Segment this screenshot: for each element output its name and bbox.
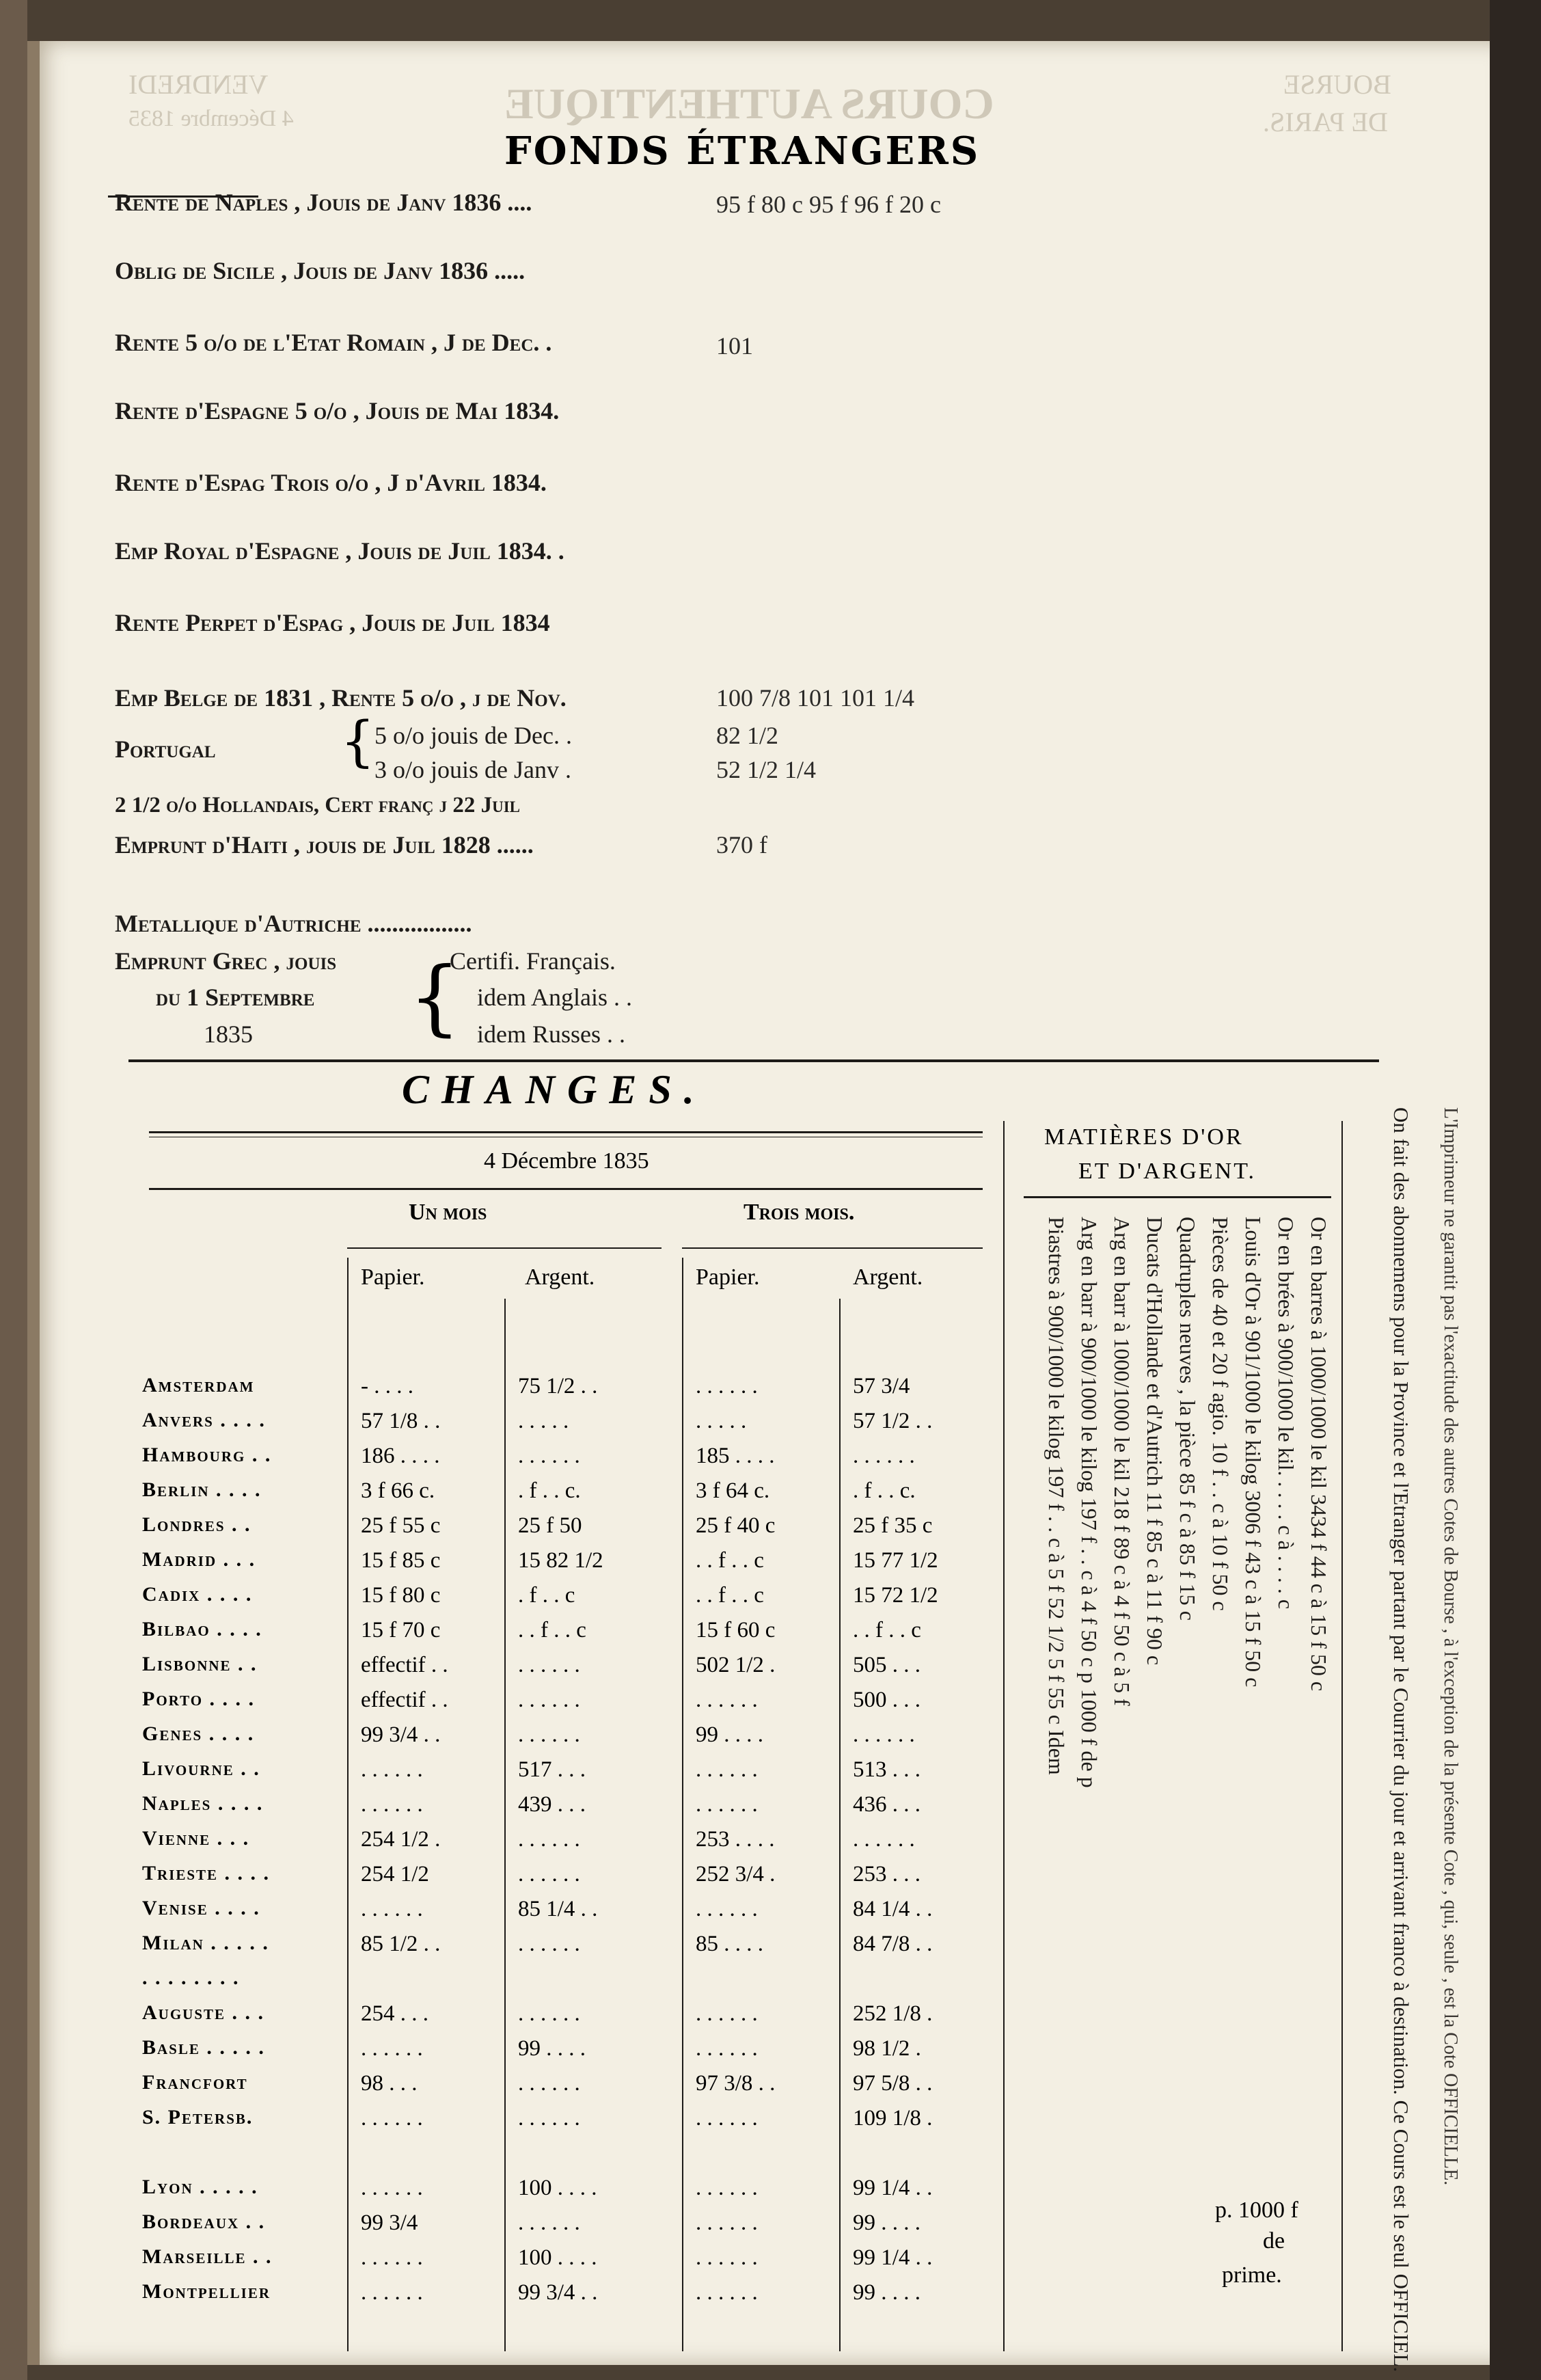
papier-un-mois: 25 f 55 c [361,1513,441,1538]
papier-trois-mois: 99 . . . . [696,1722,763,1747]
fund-value: 101 [716,332,753,360]
matieres-line: Arg en barr à 1000/1000 le kil 218 f 89 c à 4 f 50 c à 5 f [1110,1217,1134,1706]
argent-trois-mois: 253 . . . [853,1862,920,1887]
argent-trois-mois: 109 1/8 . [853,2106,933,2131]
papier-un-mois: . . . . . . [361,2245,423,2270]
argent-un-mois: 25 f 50 [518,1513,582,1538]
book-spine [0,0,27,2380]
papier-un-mois: - . . . . [361,1374,413,1398]
changes-rule-date [149,1188,983,1190]
matieres-line: Arg en barr à 900/1000 le kilog 197 f . . c à 4 f 50 c p 1000 f de p [1077,1217,1102,1788]
argent-un-mois: 75 1/2 . . [518,1374,598,1398]
argent-trois-mois: 505 . . . [853,1653,920,1677]
argent-trois-mois: 15 77 1/2 [853,1548,938,1573]
fund-row: Rente d'Espag Trois o/o , J d'Avril 1834. [115,469,547,496]
city-label: Montpellier [142,2280,271,2303]
papier-un-mois: 99 3/4 . . [361,1722,441,1747]
argent-trois-mois: 436 . . . [853,1792,920,1817]
ghost-title: COURS AUTHENTIQUE [504,79,994,128]
argent-trois-mois: 500 . . . [853,1688,920,1712]
city-label: Trieste . . . . [142,1862,271,1884]
city-label: Cadix . . . . [142,1583,253,1606]
papier-trois-mois: . . . . . . [696,1757,758,1782]
papier-header-2: Papier. [696,1265,760,1290]
changes-date: 4 Décembre 1835 [484,1148,649,1174]
papier-header-1: Papier. [361,1265,425,1290]
argent-un-mois: . . . . . . [518,2071,580,2096]
papier-trois-mois: . . . . . . [696,1374,758,1398]
city-label: Vienne . . . [142,1827,250,1850]
haiti-value: 370 f [716,831,767,858]
argent-un-mois: . . . . . . [518,1932,580,1956]
hollandais-row: 2 1/2 o/o Hollandais, Cert franç j 22 Juil [115,793,520,817]
argent-header-2: Argent. [853,1265,923,1290]
argent-un-mois: . . . . . . [518,2210,580,2235]
papier-trois-mois: . . . . . . [696,2245,758,2270]
argent-trois-mois: . f . . c. [853,1478,916,1503]
papier-un-mois: 15 f 85 c [361,1548,441,1573]
portugal-line2: 3 o/o jouis de Janv . [374,756,571,783]
ghost-date: 4 Décembre 1835 [128,106,294,131]
papier-un-mois: effectif . . [361,1688,448,1712]
city-label: S. Petersb. [142,2106,254,2128]
argent-trois-mois: 252 1/8 . [853,2001,933,2026]
matieres-line: Quadruples neuves , la pièce 85 f c à 85 f 15 c [1175,1217,1200,1621]
argent-trois-mois: 99 1/4 . . [853,2245,933,2270]
argent-un-mois: 100 . . . . [518,2245,597,2270]
document-page [27,41,1502,2372]
papier-un-mois: . . . . . . [361,2176,423,2200]
fund-row: Emp Belge de 1831 , Rente 5 o/o , j de Nov. [115,684,567,712]
fund-value: 95 f 80 c 95 f 96 f 20 c [716,191,941,218]
papier-un-mois: 85 1/2 . . [361,1932,441,1956]
matieres-line: Or en barres à 1000/1000 le kil 3434 f 44 c à 15 f 50 c [1307,1217,1331,1692]
argent-un-mois: . . . . . . [518,1688,580,1712]
trois-mois-rule [682,1247,983,1249]
papier-un-mois: effectif . . [361,1653,448,1677]
fund-row: Rente d'Espagne 5 o/o , Jouis de Mai 1834. [115,397,560,424]
papier-trois-mois: . . . . . . [696,2106,758,2131]
papier-trois-mois: . . . . . . [696,2280,758,2305]
city-label: Lisbonne . . [142,1653,258,1675]
argent-un-mois: . f . . c. [518,1478,581,1503]
argent-trois-mois: 98 1/2 . [853,2036,921,2061]
argent-trois-mois: 99 1/4 . . [853,2176,933,2200]
argent-header-1: Argent. [525,1265,595,1290]
ghost-bourse: BOURSE [1283,69,1391,100]
grec-certif-1: Certifi. Français. [450,947,616,975]
changes-rule-top [149,1131,983,1133]
papier-trois-mois: . . . . . . [696,2001,758,2026]
city-label: . . . . . . . . [142,1966,240,1989]
papier-un-mois: . . . . . . [361,1897,423,1921]
argent-trois-mois: 84 7/8 . . [853,1932,933,1956]
argent-trois-mois: 84 1/4 . . [853,1897,933,1921]
ghost-paris: DE PARIS. [1263,107,1389,137]
col-line [1003,1121,1005,2351]
page-edge [1490,0,1541,2380]
portugal-value2: 52 1/2 1/4 [716,756,817,783]
ghost-day: VENDREDI [128,69,269,100]
argent-trois-mois: 99 . . . . [853,2280,920,2305]
matieres-line: Louis d'Or à 901/1000 le kilog 3006 f 43 c à 15 f 50 c [1241,1217,1266,1688]
argent-trois-mois: 57 1/2 . . [853,1409,933,1433]
side-note: On fait des abonnemens pour la Province et l'Etranger partant par le Courrier du jour et arrivant franco à destination. Ce Cours est le seul OFFICIEL. [1389,1107,1413,2372]
argent-un-mois: . . . . . . [518,2106,580,2131]
city-label: Amsterdam [142,1374,255,1396]
papier-un-mois: 254 1/2 [361,1862,429,1887]
portugal-value1: 82 1/2 [716,722,779,749]
portugal-line1: 5 o/o jouis de Dec. . [374,722,572,749]
matieres-line: Ducats d'Hollande et d'Autrich 11 f 85 c à 11 f 90 c [1143,1217,1167,1666]
section-divider [128,1059,1379,1062]
metallique-row: Metallique d'Autriche ................. [115,910,472,937]
argent-un-mois: . . . . . . [518,1722,580,1747]
page-title: FONDS ÉTRANGERS [504,129,981,174]
papier-trois-mois: 85 . . . . [696,1932,763,1956]
city-label: Hambourg . . [142,1444,272,1466]
argent-un-mois: 15 82 1/2 [518,1548,603,1573]
fund-row: Oblig de Sicile , Jouis de Janv 1836 ..... [115,257,526,284]
papier-un-mois: 3 f 66 c. [361,1478,435,1503]
city-label: Anvers . . . . [142,1409,266,1431]
fund-row: Rente de Naples , Jouis de Janv 1836 .... [115,189,532,216]
argent-un-mois: . . . . . . [518,2001,580,2026]
argent-un-mois: 99 3/4 . . [518,2280,598,2305]
papier-un-mois: 254 . . . [361,2001,428,2026]
argent-trois-mois: . . f . . c [853,1618,921,1642]
argent-un-mois: 439 . . . [518,1792,586,1817]
grec-certif-3: idem Russes . . [477,1020,626,1048]
matieres-rule [1024,1196,1331,1198]
city-label: Bordeaux . . [142,2210,266,2233]
col-line [1341,1121,1343,2351]
argent-trois-mois: 513 . . . [853,1757,920,1782]
col-line [682,1258,683,2351]
papier-un-mois: 99 3/4 [361,2210,418,2235]
argent-un-mois: 85 1/4 . . [518,1897,598,1921]
papier-trois-mois: . . f . . c [696,1548,764,1573]
city-label: Livourne . . [142,1757,260,1780]
city-label: Genes . . . . [142,1722,255,1745]
grec-label-3: 1835 [204,1020,253,1048]
city-label: Berlin . . . . [142,1478,262,1501]
argent-trois-mois: 97 5/8 . . [853,2071,933,2096]
col-line [504,1299,506,2351]
matieres-title-1: MATIÈRES D'OR [1044,1124,1244,1150]
argent-trois-mois: . . . . . . [853,1827,915,1852]
papier-trois-mois: 15 f 60 c [696,1618,776,1642]
city-label: Marseille . . [142,2245,273,2268]
city-label: Venise . . . . [142,1897,260,1919]
papier-trois-mois: 25 f 40 c [696,1513,776,1538]
fund-row: Emp Royal d'Espagne , Jouis de Juil 1834. . [115,537,564,565]
papier-un-mois: . . . . . . [361,1757,423,1782]
papier-trois-mois: . . . . . . [696,1792,758,1817]
papier-un-mois: . . . . . . [361,2106,423,2131]
argent-trois-mois: 57 3/4 [853,1374,910,1398]
papier-trois-mois: 252 3/4 . [696,1862,776,1887]
city-label: Basle . . . . . [142,2036,265,2059]
papier-un-mois: 254 1/2 . [361,1827,441,1852]
matieres-line: Or en brées à 900/1000 le kil. . . . . c à . . . . c [1274,1217,1298,1610]
argent-un-mois: . . . . . . [518,1827,580,1852]
portugal-label: Portugal [115,735,216,763]
argent-trois-mois: 15 72 1/2 [853,1583,938,1608]
trois-mois-header: Trois mois. [744,1200,855,1225]
un-mois-header: Un mois [409,1200,487,1225]
argent-un-mois: . . . . . [518,1409,569,1433]
papier-trois-mois: 185 . . . . [696,1444,775,1468]
argent-trois-mois: 25 f 35 c [853,1513,933,1538]
changes-title: CHANGES. [402,1067,707,1112]
city-label: Naples . . . . [142,1792,264,1815]
un-mois-rule [347,1247,662,1249]
argent-un-mois: . . . . . . [518,1444,580,1468]
col-line [839,1299,841,2351]
prime-3: prime. [1222,2262,1282,2288]
papier-un-mois: 186 . . . . [361,1444,440,1468]
city-label: Auguste . . . [142,2001,265,2024]
portugal-brace: { [340,709,375,773]
grec-certif-2: idem Anglais . . [477,984,632,1011]
papier-un-mois: . . . . . . [361,2280,423,2305]
city-label: Porto . . . . [142,1688,256,1710]
papier-trois-mois: 253 . . . . [696,1827,775,1852]
papier-un-mois: 98 . . . [361,2071,418,2096]
papier-trois-mois: . . . . . . [696,2036,758,2061]
fund-value: 100 7/8 101 101 1/4 [716,684,915,712]
argent-trois-mois: 99 . . . . [853,2210,920,2235]
papier-trois-mois: . . . . . . [696,2210,758,2235]
papier-trois-mois: . . . . . . [696,2176,758,2200]
city-label: Francfort [142,2071,248,2094]
matieres-title-2: ET D'ARGENT. [1078,1159,1256,1184]
papier-trois-mois: 502 1/2 . [696,1653,776,1677]
col-line [347,1258,349,2351]
matieres-line: Piastres à 900/1000 le kilog 197 f . . c à 5 f 52 1/2 5 f 55 c Idem [1044,1217,1069,1775]
argent-trois-mois: . . . . . . [853,1444,915,1468]
grec-brace: { [409,950,461,1045]
argent-un-mois: . . . . . . [518,1653,580,1677]
papier-trois-mois: . . . . . . [696,1897,758,1921]
city-label: Lyon . . . . . [142,2176,258,2198]
side-note-2: L'Imprimeur ne garantit pas l'exactitude des autres Cotes de Bourse , à l'exception de la présente Cote , qui, seule , est la Cote OFFICIELLE. [1440,1107,1461,2186]
city-label: Madrid . . . [142,1548,256,1571]
grec-label-1: Emprunt Grec , jouis [115,947,337,975]
argent-un-mois: . f . . c [518,1583,575,1608]
haiti-row: Emprunt d'Haiti , jouis de Juil 1828 ...... [115,831,534,858]
prime-2: de [1263,2228,1285,2254]
argent-un-mois: 517 . . . [518,1757,586,1782]
papier-trois-mois: . . . . . . [696,1688,758,1712]
argent-un-mois: . . f . . c [518,1618,586,1642]
papier-trois-mois: 3 f 64 c. [696,1478,770,1503]
papier-un-mois: . . . . . . [361,1792,423,1817]
city-label: Milan . . . . . [142,1932,269,1954]
papier-trois-mois: . . f . . c [696,1583,764,1608]
papier-un-mois: . . . . . . [361,2036,423,2061]
fund-row: Rente Perpet d'Espag , Jouis de Juil 1834 [115,609,550,636]
argent-un-mois: . . . . . . [518,1862,580,1887]
papier-un-mois: 15 f 80 c [361,1583,441,1608]
papier-trois-mois: 97 3/8 . . [696,2071,776,2096]
fund-row: Rente 5 o/o de l'Etat Romain , J de Dec. . [115,329,552,356]
papier-un-mois: 15 f 70 c [361,1618,441,1642]
matieres-line: Pièces de 40 et 20 f agio. 10 f . . c à 10 f 50 c [1208,1217,1233,1611]
papier-un-mois: 57 1/8 . . [361,1409,441,1433]
city-label: Londres . . [142,1513,251,1536]
papier-trois-mois: . . . . . [696,1409,747,1433]
prime-1: p. 1000 f [1215,2198,1298,2223]
grec-label-2: du 1 Septembre [156,984,315,1011]
argent-trois-mois: . . . . . . [853,1722,915,1747]
argent-un-mois: 100 . . . . [518,2176,597,2200]
argent-un-mois: 99 . . . . [518,2036,586,2061]
city-label: Bilbao . . . . [142,1618,262,1640]
